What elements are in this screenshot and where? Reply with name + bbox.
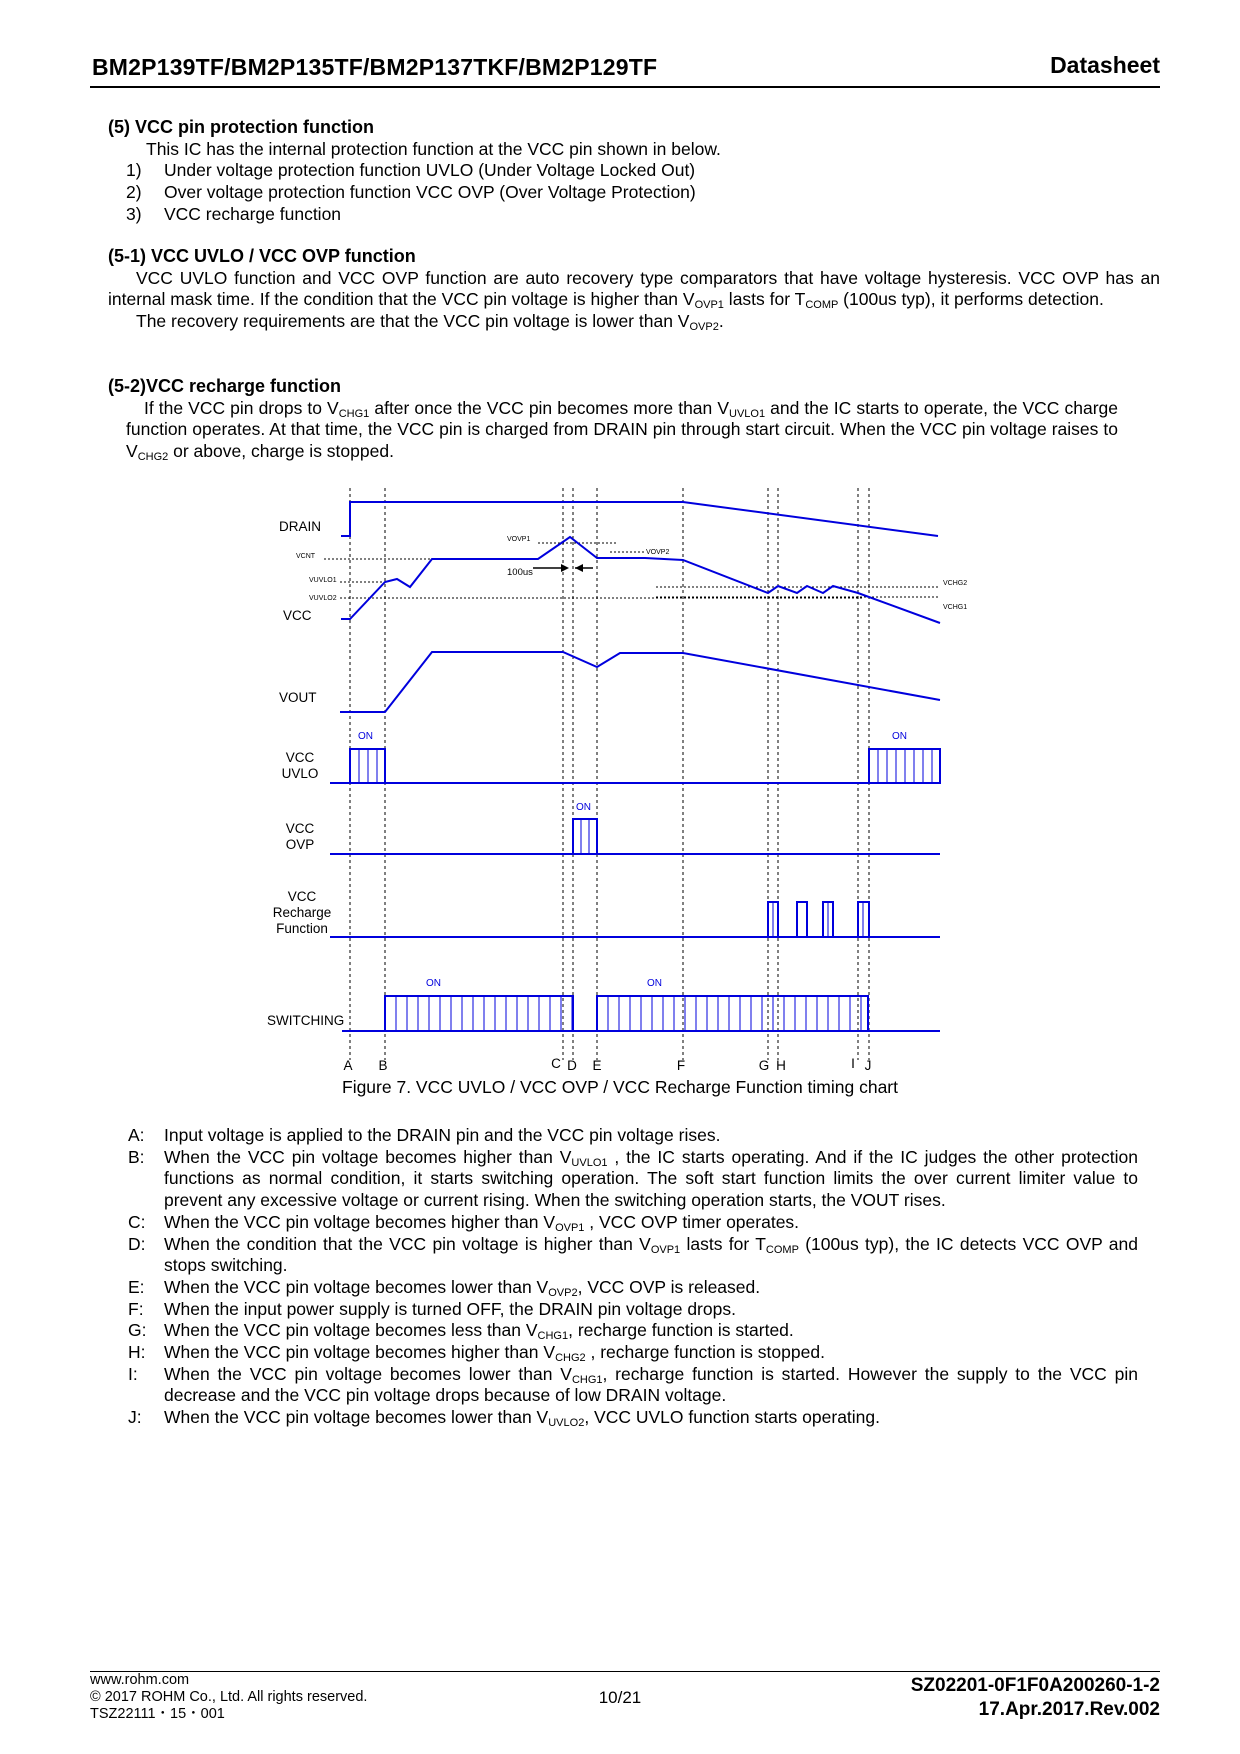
- level-label-vuvlo1: VUVLO1: [309, 577, 337, 584]
- vout-waveform: [340, 652, 940, 712]
- signal-label-recharge-3: Function: [276, 921, 328, 936]
- section-5-1-paragraph-2: The recovery requirements are that the VCC pin voltage is lower than $V_{OVP2}$.: [136, 311, 724, 334]
- signal-label-vout: VOUT: [279, 690, 317, 705]
- section-5-2-paragraph: If the VCC pin drops to $V_{CHG1}$ after once the VCC pin becomes more than $V_{UVLO1}$ and the IC starts to operate, the VCC charge function operates. At that time, the VCC pin is charged from DRAIN pin through start circuit. When the VCC pin voltage raises to $V_{CHG2}$ or above, charge is stopped.: [126, 397, 1118, 464]
- svg-text:100us: 100us: [507, 567, 533, 578]
- level-label-vcnt: VCNT: [296, 553, 316, 560]
- marker-a: A: [343, 1058, 353, 1073]
- drain-waveform: [341, 502, 938, 536]
- list-item: 1) Under voltage protection function UVLO (Under Voltage Locked Out): [126, 160, 696, 181]
- marker-g: G: [758, 1058, 770, 1073]
- marker-f: F: [676, 1058, 686, 1073]
- level-label-vovp1: VOVP1: [507, 536, 531, 543]
- marker-b: B: [378, 1058, 388, 1073]
- uvlo-on-label-2: ON: [892, 731, 907, 742]
- section-5-1-title: (5-1) VCC UVLO / VCC OVP function: [108, 246, 416, 266]
- event-notes: [128, 1125, 1138, 1429]
- page-number: 10/21: [598, 1688, 642, 1707]
- switching-on-label-1: ON: [426, 978, 441, 989]
- figure-caption: Figure 7. VCC UVLO / VCC OVP / VCC Recharge Function timing chart: [342, 1077, 898, 1097]
- marker-c: C: [551, 1056, 561, 1071]
- signal-label-drain: DRAIN: [279, 519, 322, 534]
- marker-d: D: [567, 1058, 577, 1073]
- list-item: C: When the VCC pin voltage becomes higher than $V_{OVP1}$ , VCC OVP timer operates.: [128, 1211, 800, 1234]
- marker-h: H: [776, 1058, 786, 1073]
- marker-j: J: [864, 1058, 872, 1073]
- vcc-ovp-waveform: [330, 819, 940, 854]
- section-5-intro: This IC has the internal protection function at the VCC pin shown in below.: [146, 138, 721, 159]
- list-item: E: When the VCC pin voltage becomes lower than $V_{OVP2}$, VCC OVP is released.: [128, 1276, 761, 1299]
- list-item: I: When the VCC pin voltage becomes lower than $V_{CHG1}$, recharge function is started. However the supply to the VCC pin decrease and the VCC pin voltage drops because of low DRAIN voltage.: [128, 1363, 1138, 1406]
- marker-lines: [350, 488, 869, 1060]
- switching-on-label-2: ON: [647, 978, 662, 989]
- footer-right: [911, 1674, 1160, 1722]
- vcc-uvlo-waveform: [330, 749, 940, 783]
- footer-code: TSZ22111・15・001: [90, 1706, 225, 1722]
- list-item: B: When the VCC pin voltage becomes higher than $V_{UVLO1}$ , the IC starts operating. And if the IC judges the other protection functions as normal condition, it starts switching operation. The soft start function limits the over current limiter value to prevent any excessive voltage or current rising. When the switching operation starts, the VOUT rises.: [128, 1146, 1138, 1211]
- section-5-2-title: (5-2)VCC recharge function: [108, 376, 342, 396]
- footer-url[interactable]: www.rohm.com: [90, 1672, 190, 1688]
- level-label-vchg2: VCHG2: [943, 580, 968, 587]
- signal-label-recharge-1: VCC: [287, 889, 317, 904]
- document-type: Datasheet: [1050, 52, 1160, 78]
- signal-label-switching: SWITCHING: [267, 1013, 345, 1028]
- signal-label-recharge-2: Recharge: [272, 905, 332, 920]
- footer-copyright: © 2017 ROHM Co., Ltd. All rights reserved.: [90, 1689, 368, 1705]
- list-item: 3) VCC recharge function: [126, 203, 342, 224]
- signal-label-vcc-ovp-1: VCC: [285, 821, 315, 836]
- list-item: A: Input voltage is applied to the DRAIN pin and the VCC pin voltage rises.: [128, 1125, 721, 1145]
- signal-label-vcc-ovp-2: OVP: [285, 837, 315, 852]
- section-5-title: (5) VCC pin protection function: [108, 117, 374, 137]
- ovp-on-label: ON: [576, 802, 591, 813]
- list-item: D: When the condition that the VCC pin voltage is higher than $V_{OVP1}$ lasts for $T_{COMP}$ (100us typ), the IC detects VCC OVP and stops switching.: [128, 1233, 1138, 1276]
- vcc-waveform: [341, 537, 940, 623]
- signal-label-vcc-uvlo-1: VCC: [285, 750, 315, 765]
- signal-label-vcc-uvlo-2: UVLO: [281, 766, 319, 781]
- vcc-recharge-waveform: [330, 902, 940, 937]
- switching-waveform: [342, 996, 940, 1031]
- level-label-vovp2: VOVP2: [646, 549, 670, 556]
- uvlo-on-label-1: ON: [358, 731, 373, 742]
- document-title: BM2P139TF/BM2P135TF/BM2P137TKF/BM2P129TF: [92, 54, 658, 80]
- level-label-vuvlo2: VUVLO2: [309, 595, 337, 602]
- list-item: J: When the VCC pin voltage becomes lower than $V_{UVLO2}$, VCC UVLO function starts operating.: [128, 1407, 881, 1430]
- section-5-1-paragraph-1: VCC UVLO function and VCC OVP function are auto recovery type comparators that have voltage hysteresis. VCC OVP has an internal mask time. If the condition that the VCC pin voltage is higher than $V_{OVP1}$ lasts for $T_{COMP}$ (100us typ), it performs detection.: [108, 267, 1160, 312]
- list-item: F: When the input power supply is turned OFF, the DRAIN pin voltage drops.: [128, 1298, 736, 1319]
- marker-i: I: [851, 1056, 855, 1071]
- list-item: G: When the VCC pin voltage becomes less than $V_{CHG1}$, recharge function is started.: [128, 1320, 794, 1343]
- list-item: 2) Over voltage protection function VCC OVP (Over Voltage Protection): [126, 182, 696, 203]
- mask-time-annotation: [507, 564, 593, 578]
- revision: 17.Apr.2017.Rev.002: [978, 1699, 1160, 1720]
- signal-label-vcc: VCC: [283, 608, 312, 623]
- level-label-vchg1: VCHG1: [943, 604, 968, 611]
- document-number: SZ02201-0F1F0A200260-1-2: [910, 1675, 1160, 1696]
- marker-e: E: [592, 1058, 602, 1073]
- list-item: H: When the VCC pin voltage becomes higher than $V_{CHG2}$ , recharge function is stopped.: [128, 1342, 825, 1365]
